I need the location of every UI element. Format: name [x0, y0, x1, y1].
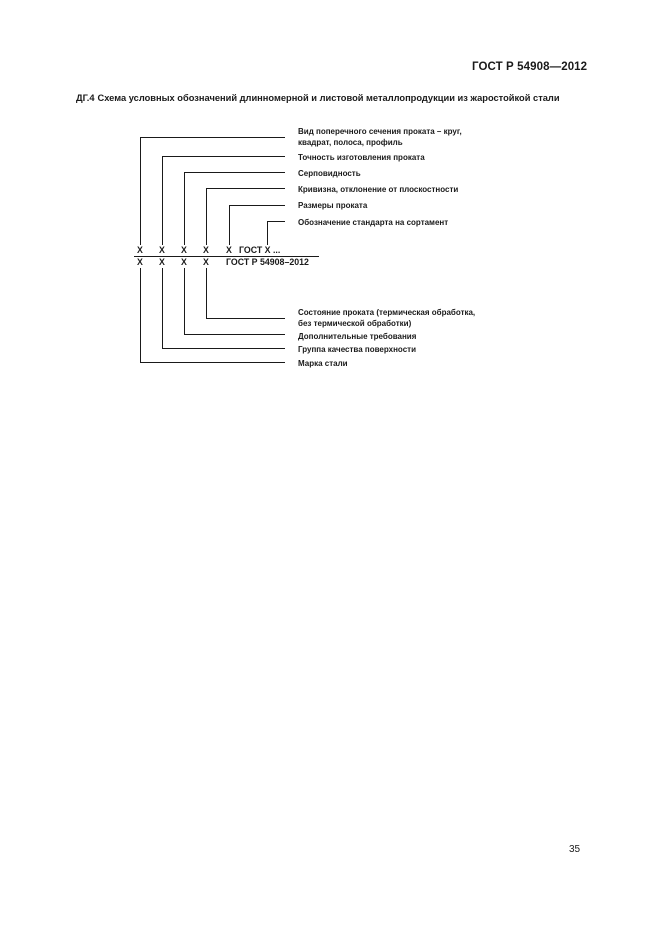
label-precision: Точность изготовления проката [298, 153, 425, 162]
symbol-flatness: X [203, 245, 209, 255]
symbol-steel-grade: X [137, 257, 143, 267]
label-dimensions: Размеры проката [298, 201, 368, 210]
product-standard-ref: ГОСТ Р 54908–2012 [226, 257, 309, 267]
caption-number: ДГ.4 [76, 93, 95, 103]
document-header: ГОСТ Р 54908—2012 [472, 61, 588, 73]
symbol-condition: X [203, 257, 209, 267]
label-condition-line1: Состояние проката (термическая обработка, [298, 308, 476, 317]
page-number: 35 [569, 844, 581, 855]
symbol-precision: X [159, 245, 165, 255]
symbol-surface-quality: X [159, 257, 165, 267]
label-additional-requirements: Дополнительные требования [298, 332, 417, 341]
caption-text: Схема условных обозначений длинномерной и листовой металлопродукции из жаростойкой стали [97, 93, 560, 103]
symbol-cross-section: X [137, 245, 143, 255]
label-cross-section-line1: Вид поперечного сечения проката – круг, [298, 127, 462, 136]
label-cross-section-line2: квадрат, полоса, профиль [298, 138, 403, 147]
label-assortment-standard: Обозначение стандарта на сортамент [298, 218, 449, 227]
label-flatness: Кривизна, отклонение от плоскостности [298, 185, 459, 194]
assortment-standard-ref: ГОСТ X ... [239, 245, 281, 255]
symbol-camber: X [181, 245, 187, 255]
label-condition-line2: без термической обработки) [298, 319, 412, 328]
label-camber: Серповидность [298, 169, 361, 178]
symbol-additional-requirements: X [181, 257, 187, 267]
symbol-dimensions: X [226, 245, 232, 255]
label-surface-quality: Группа качества поверхности [298, 345, 416, 354]
label-steel-grade: Марка стали [298, 359, 348, 368]
